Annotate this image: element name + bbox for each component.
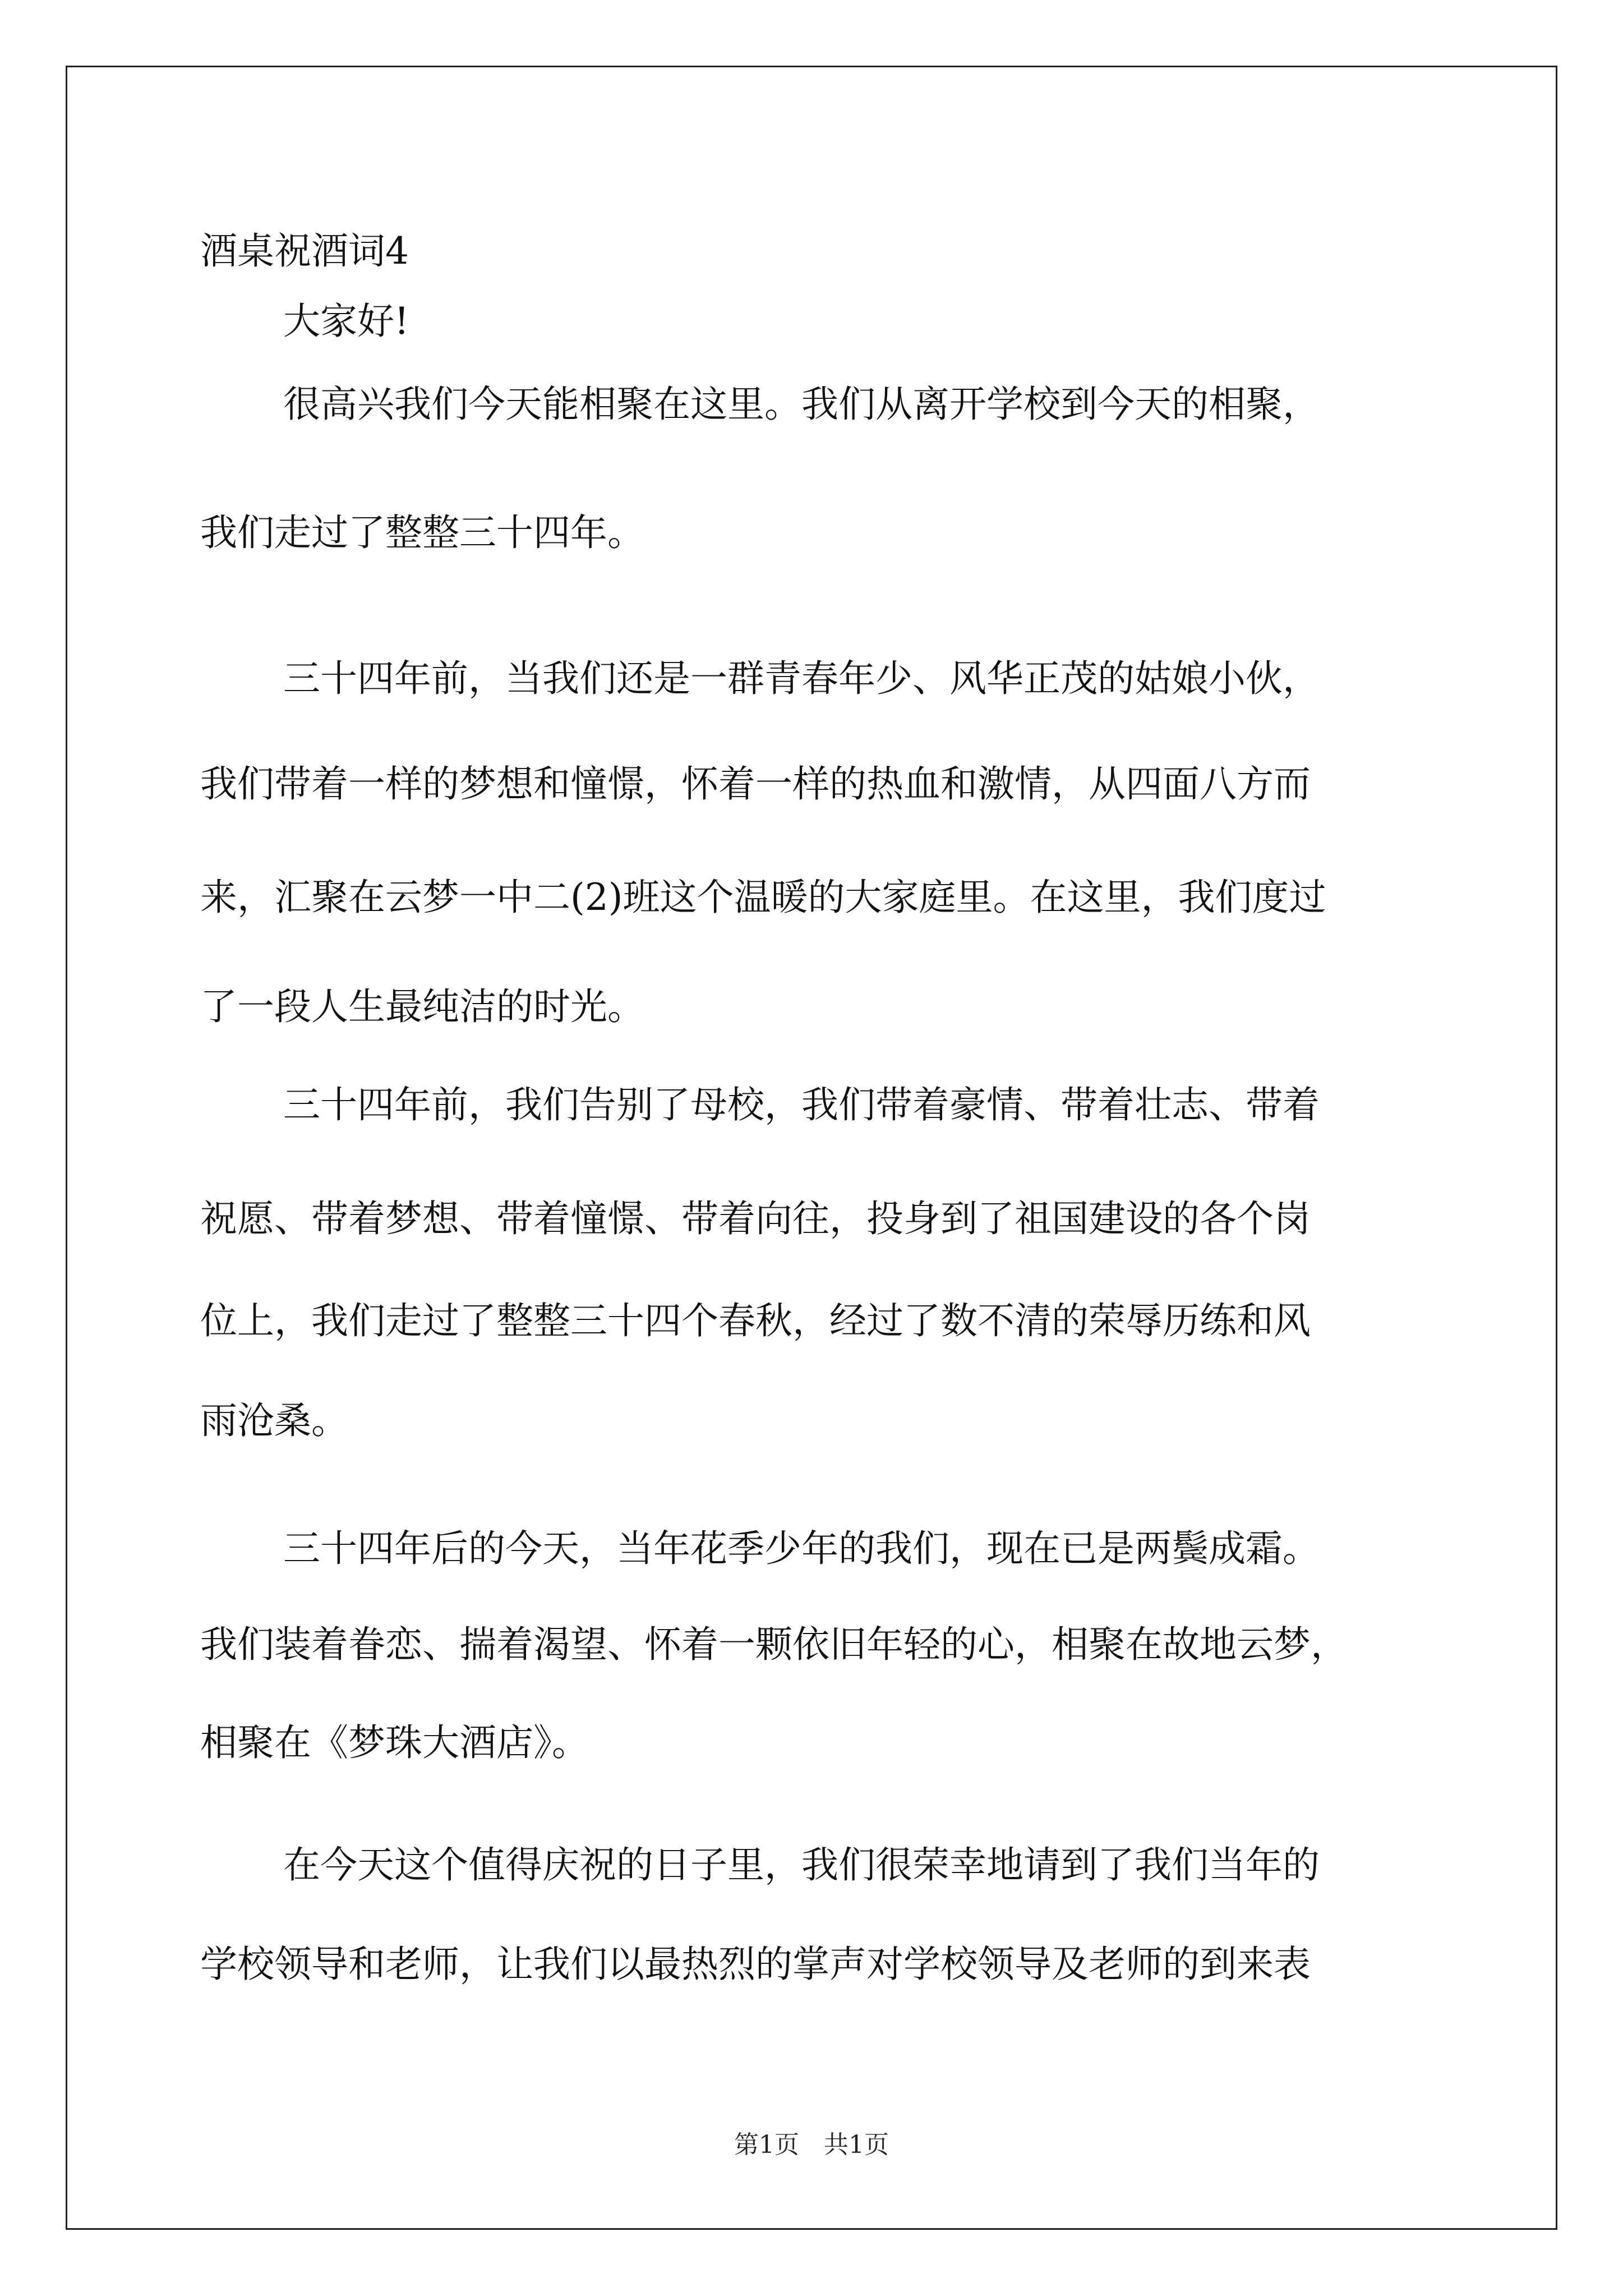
paragraph-line: 我们走过了整整三十四年。 [200, 511, 644, 554]
paragraph-line: 祝愿、带着梦想、带着憧憬、带着向往，投身到了祖国建设的各个岗 [200, 1197, 1311, 1240]
page-number-footer: 第1页 共1页 [734, 2131, 889, 2159]
paragraph-line: 位上，我们走过了整整三十四个春秋，经过了数不清的荣辱历练和风 [200, 1299, 1311, 1342]
paragraph-line: 了一段人生最纯洁的时光。 [200, 985, 644, 1028]
paragraph-line: 我们带着一样的梦想和憧憬，怀着一样的热血和激情，从四面八方而 [200, 762, 1311, 806]
paragraph-line: 雨沧桑。 [200, 1399, 348, 1442]
paragraph-line: 相聚在《梦珠大酒店》。 [200, 1721, 589, 1764]
paragraph-line: 很高兴我们今天能相聚在这里。我们从离开学校到今天的相聚， [283, 383, 1320, 426]
paragraph-line: 大家好! [283, 300, 409, 343]
paragraph-line: 三十四年后的今天，当年花季少年的我们，现在已是两鬓成霜。 [283, 1527, 1320, 1570]
paragraph-line: 来，汇聚在云梦一中二(2)班这个温暖的大家庭里。在这里，我们度过 [200, 876, 1326, 919]
paragraph-line: 三十四年前，当我们还是一群青春年少、风华正茂的姑娘小伙， [283, 657, 1320, 700]
paragraph-line: 学校领导和老师，让我们以最热烈的掌声对学校领导及老师的到来表 [200, 1943, 1311, 1986]
document-title: 酒桌祝酒词4 [200, 229, 409, 273]
paragraph-line: 三十四年前，我们告别了母校，我们带着豪情、带着壮志、带着 [283, 1083, 1320, 1126]
paragraph-line: 我们装着眷恋、揣着渴望、怀着一颗依旧年轻的心，相聚在故地云梦， [200, 1623, 1348, 1666]
paragraph-line: 在今天这个值得庆祝的日子里，我们很荣幸地请到了我们当年的 [283, 1843, 1320, 1887]
